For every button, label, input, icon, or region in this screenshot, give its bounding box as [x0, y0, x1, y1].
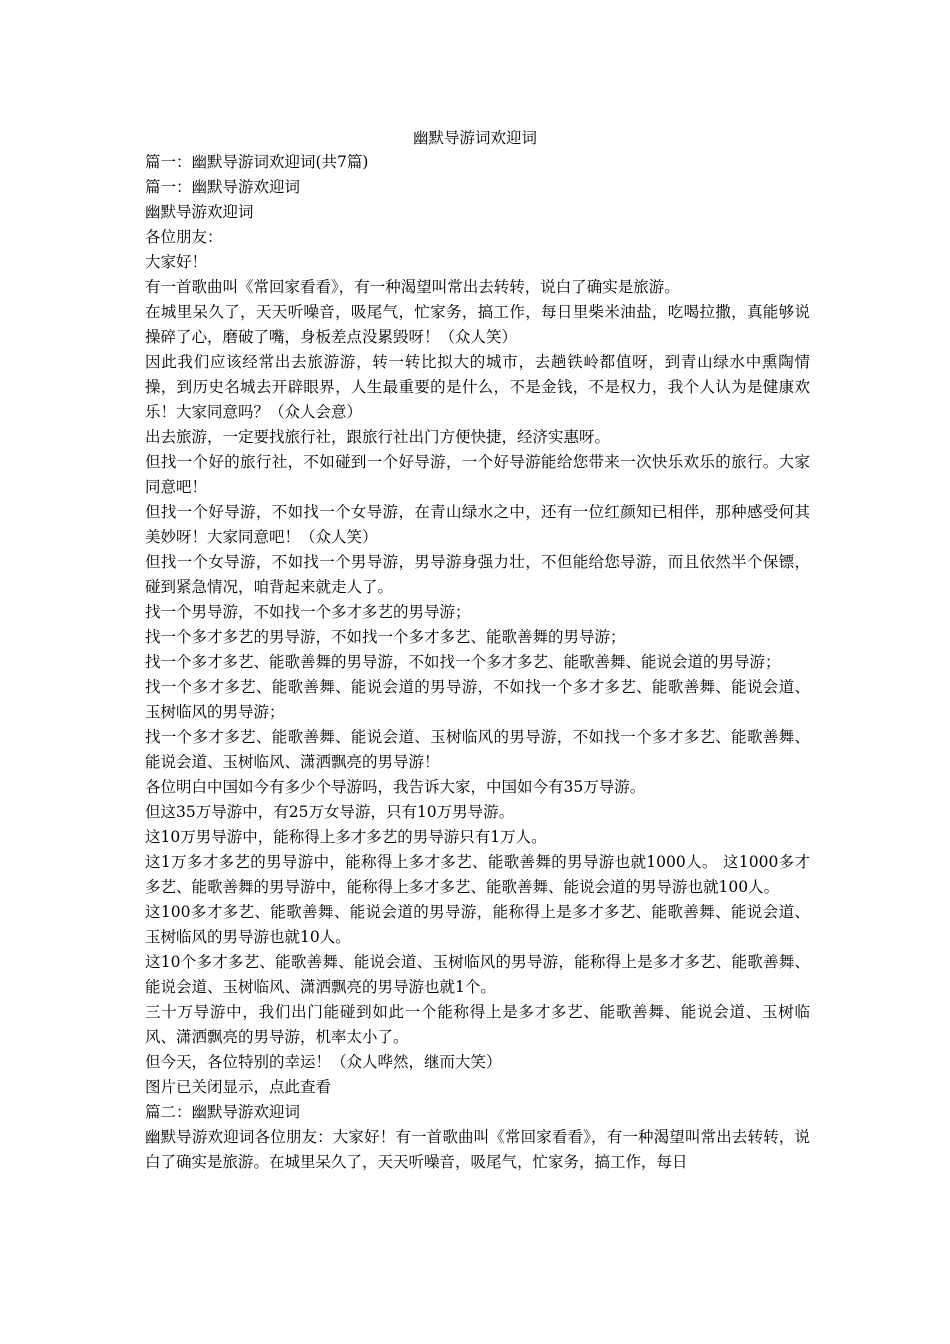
- paragraph: 篇二：幽默导游欢迎词: [145, 1103, 301, 1121]
- document-title: 幽默导游词欢迎词: [412, 129, 537, 147]
- paragraph: 但找一个好导游，不如找一个女导游，在青山绿水之中，还有一位红颜知已相伴，那种感受何其美妙呀！大家同意吧！（众人笑）: [145, 503, 810, 546]
- document-body: [145, 150, 810, 1175]
- paragraph: 这1万多才多艺的男导游中，能称得上多才多艺、能歌善舞的男导游也就1000人。 这1000多才多艺、能歌善舞的男导游中，能称得上多才多艺、能歌善舞、能说会道的男导游也就100人。: [145, 853, 810, 896]
- paragraph: 找一个多才多艺的男导游，不如找一个多才多艺、能歌善舞的男导游；: [145, 628, 626, 646]
- paragraph: 这10万男导游中，能称得上多才多艺的男导游只有1万人。: [145, 828, 547, 846]
- paragraph: 这10个多才多艺、能歌善舞、能说会道、玉树临风的男导游，能称得上是多才多艺、能歌善舞、能说会道、玉树临风、潇洒飘亮的男导游也就1个。: [145, 953, 810, 996]
- paragraph: 大家好！: [145, 253, 208, 271]
- paragraph: 找一个多才多艺、能歌善舞、能说会道的男导游，不如找一个多才多艺、能歌善舞、能说会道、玉树临风的男导游；: [145, 678, 810, 721]
- paragraph: 但今天，各位特别的幸运！（众人哗然，继而大笑）: [145, 1053, 502, 1071]
- paragraph: 但这35万导游中，有25万女导游，只有10万男导游。: [145, 803, 515, 821]
- paragraph: 各位明白中国如今有多少个导游吗，我告诉大家，中国如今有35万导游。: [145, 778, 646, 796]
- paragraph: 出去旅游，一定要找旅行社，跟旅行社出门方便快捷，经济实惠呀。: [145, 428, 611, 446]
- paragraph: 但找一个女导游，不如找一个男导游，男导游身强力壮，不但能给您导游，而且依然半个保镖，碰到紧急情况，咱背起来就走人了。: [145, 553, 810, 596]
- paragraph: 找一个男导游，不如找一个多才多艺的男导游；: [145, 603, 471, 621]
- paragraph: 这100多才多艺、能歌善舞、能说会道的男导游，能称得上是多才多艺、能歌善舞、能说会道、玉树临风的男导游也就10人。: [145, 903, 810, 946]
- paragraph: 有一首歌曲叫《常回家看看》，有一种渴望叫常出去转转，说白了确实是旅游。: [145, 278, 680, 296]
- paragraph: 在城里呆久了，天天听噪音，吸尾气，忙家务，搞工作，每日里柴米油盐，吃喝拉撒，真能够说操碎了心，磨破了嘴，身板差点没累毁呀！（众人笑）: [145, 303, 810, 346]
- paragraph: 幽默导游欢迎词: [145, 203, 254, 221]
- paragraph: 幽默导游欢迎词各位朋友：大家好！有一首歌曲叫《常回家看看》，有一种渴望叫常出去转转，说白了确实是旅游。在城里呆久了，天天听噪音，吸尾气，忙家务，搞工作，每日: [145, 1128, 810, 1171]
- paragraph: 三十万导游中，我们出门能碰到如此一个能称得上是多才多艺、能歌善舞、能说会道、玉树临风、潇洒飘亮的男导游，机率太小了。: [145, 1003, 810, 1046]
- paragraph: 篇一：幽默导游词欢迎词(共7篇): [145, 153, 369, 171]
- paragraph: 因此我们应该经常出去旅游游，转一转比拟大的城市，去趟铁岭都值呀，到青山绿水中熏陶情操，到历史名城去开辟眼界，人生最重要的是什么，不是金钱，不是权力，我个人认为是健康欢乐！大家同意吗？（众人会意）: [145, 353, 810, 421]
- image-hidden-link[interactable]: 图片已关闭显示，点此查看: [145, 1078, 332, 1096]
- paragraph: 各位朋友：: [145, 228, 223, 246]
- paragraph: 找一个多才多艺、能歌善舞、能说会道、玉树临风的男导游，不如找一个多才多艺、能歌善舞、能说会道、玉树临风、潇洒飘亮的男导游！: [145, 728, 810, 771]
- paragraph: 但找一个好的旅行社，不如碰到一个好导游，一个好导游能给您带来一次快乐欢乐的旅行。大家同意吧！: [145, 453, 810, 496]
- paragraph: 找一个多才多艺、能歌善舞的男导游，不如找一个多才多艺、能歌善舞、能说会道的男导游；: [145, 653, 781, 671]
- paragraph: 篇一：幽默导游欢迎词: [145, 178, 301, 196]
